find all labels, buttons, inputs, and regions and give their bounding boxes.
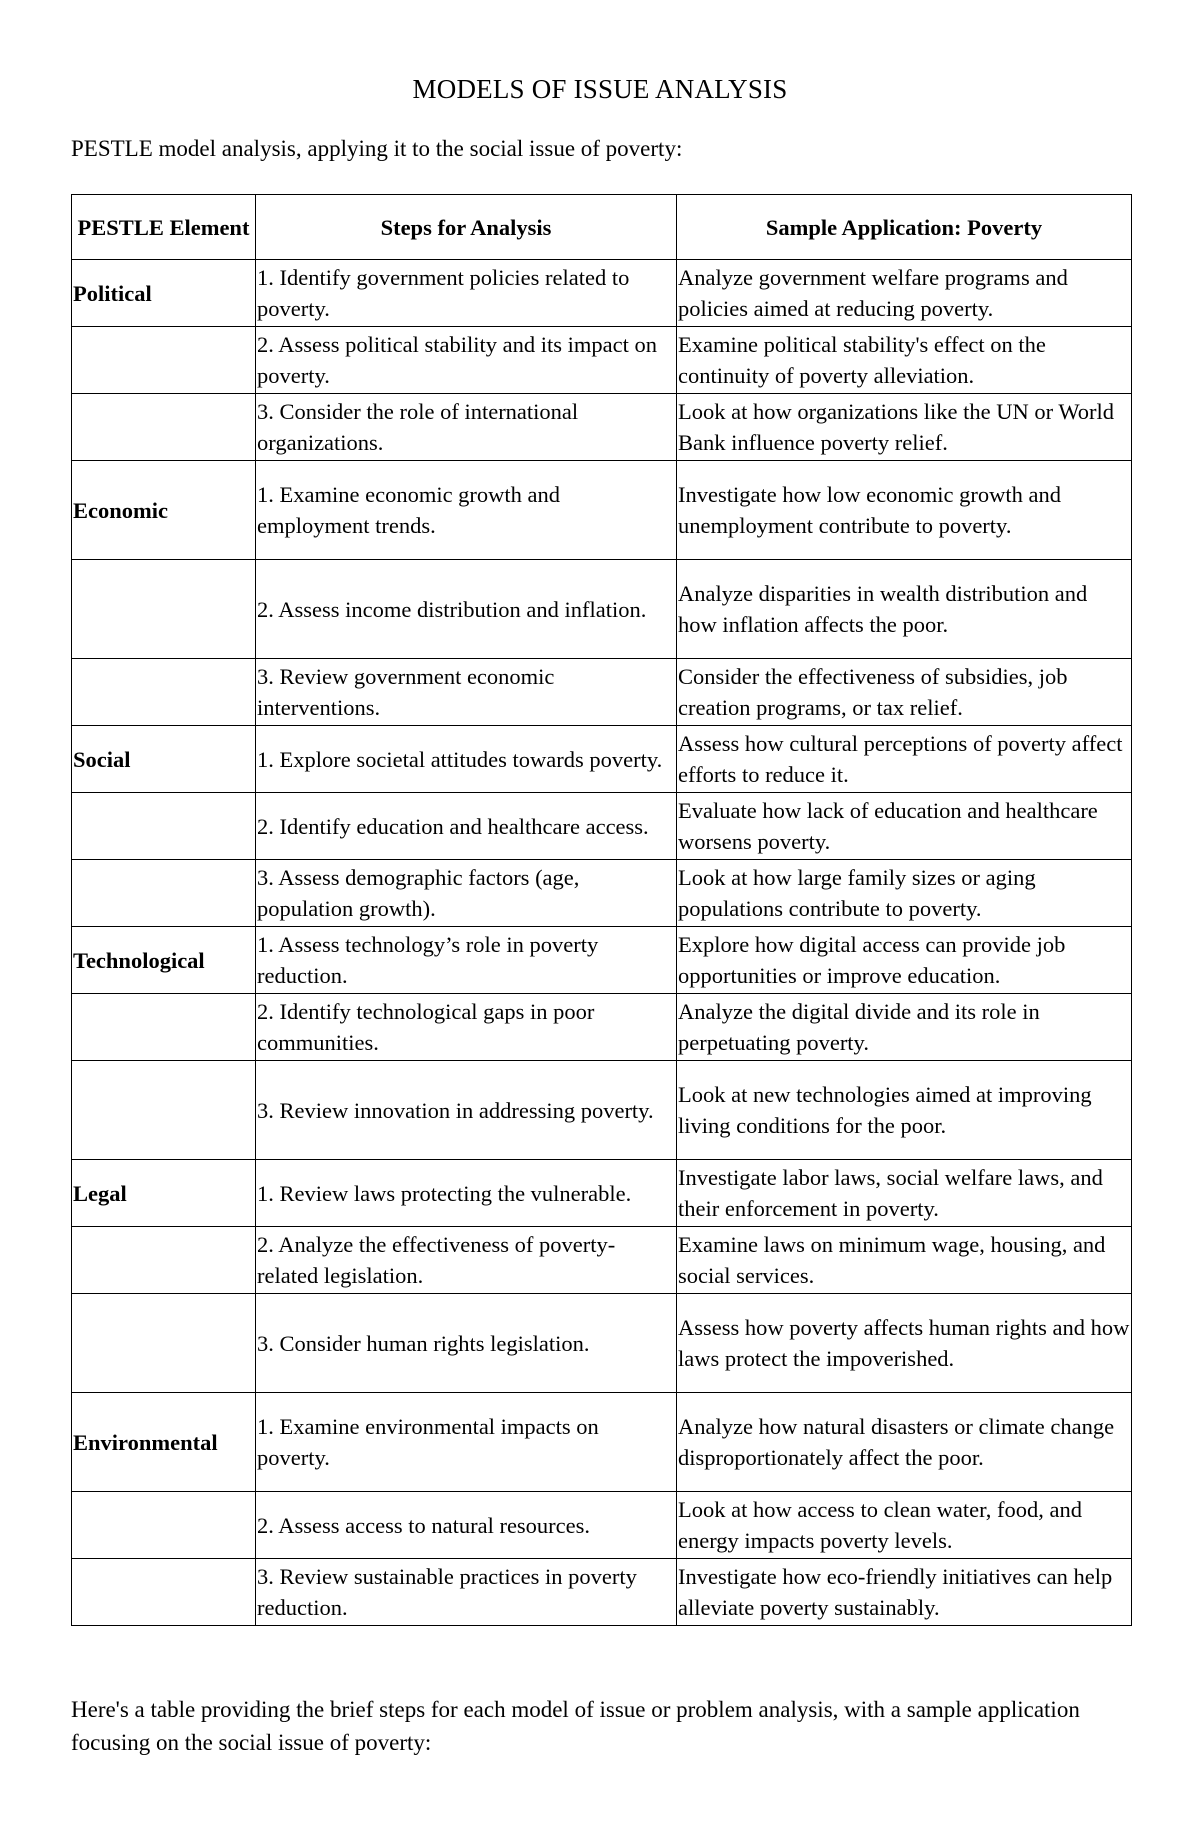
element-cell xyxy=(72,1294,256,1393)
step-cell: 2. Assess access to natural resources. xyxy=(256,1492,677,1559)
element-cell xyxy=(72,1061,256,1160)
element-cell xyxy=(72,994,256,1061)
table-row xyxy=(72,994,1132,1061)
table-row xyxy=(72,1061,1132,1160)
element-cell xyxy=(72,860,256,927)
table-row xyxy=(72,1160,1132,1227)
step-cell: 2. Identify technological gaps in poor communities. xyxy=(256,994,677,1061)
table-row xyxy=(72,860,1132,927)
table-row xyxy=(72,1559,1132,1626)
step-cell: 3. Assess demographic factors (age, population growth). xyxy=(256,860,677,927)
application-cell: Look at new technologies aimed at improving living conditions for the poor. xyxy=(677,1061,1132,1160)
application-cell: Assess how poverty affects human rights and how laws protect the impoverished. xyxy=(677,1294,1132,1393)
step-cell: 3. Review sustainable practices in poverty reduction. xyxy=(256,1559,677,1626)
table-row xyxy=(72,659,1132,726)
element-cell xyxy=(72,1227,256,1294)
application-cell: Investigate how low economic growth and unemployment contribute to poverty. xyxy=(677,461,1132,560)
step-cell: 2. Assess political stability and its impact on poverty. xyxy=(256,327,677,394)
application-cell: Analyze government welfare programs and policies aimed at reducing poverty. xyxy=(677,260,1132,327)
application-cell: Investigate labor laws, social welfare laws, and their enforcement in poverty. xyxy=(677,1160,1132,1227)
application-cell: Look at how large family sizes or aging populations contribute to poverty. xyxy=(677,860,1132,927)
header-steps-for-analysis: Steps for Analysis xyxy=(256,195,677,260)
table-row xyxy=(72,726,1132,793)
table-row xyxy=(72,260,1132,327)
application-cell: Analyze the digital divide and its role in perpetuating poverty. xyxy=(677,994,1132,1061)
application-cell: Investigate how eco-friendly initiatives can help alleviate poverty sustainably. xyxy=(677,1559,1132,1626)
element-cell xyxy=(72,560,256,659)
element-cell: Social xyxy=(72,726,256,793)
step-cell: 1. Explore societal attitudes towards poverty. xyxy=(256,726,677,793)
element-cell xyxy=(72,327,256,394)
step-cell: 3. Review innovation in addressing poverty. xyxy=(256,1061,677,1160)
element-cell: Legal xyxy=(72,1160,256,1227)
intro-paragraph: PESTLE model analysis, applying it to the social issue of poverty: xyxy=(71,136,683,161)
application-cell: Examine political stability's effect on the continuity of poverty alleviation. xyxy=(677,327,1132,394)
step-cell: 1. Review laws protecting the vulnerable. xyxy=(256,1160,677,1227)
table-row xyxy=(72,1492,1132,1559)
closing-paragraph: Here's a table providing the brief steps for each model of issue or problem analysis, with a sample application focusing on the social issue of poverty: xyxy=(71,1697,1080,1755)
table-row xyxy=(72,461,1132,560)
application-cell: Consider the effectiveness of subsidies, job creation programs, or tax relief. xyxy=(677,659,1132,726)
table-row xyxy=(72,1294,1132,1393)
pestle-table xyxy=(71,194,1132,1626)
step-cell: 1. Examine environmental impacts on poverty. xyxy=(256,1393,677,1492)
application-cell: Examine laws on minimum wage, housing, and social services. xyxy=(677,1227,1132,1294)
step-cell: 1. Assess technology’s role in poverty reduction. xyxy=(256,927,677,994)
table-row xyxy=(72,1393,1132,1492)
element-cell xyxy=(72,1492,256,1559)
application-cell: Explore how digital access can provide job opportunities or improve education. xyxy=(677,927,1132,994)
element-cell xyxy=(72,793,256,860)
step-cell: 1. Identify government policies related to poverty. xyxy=(256,260,677,327)
header-pestle-element: PESTLE Element xyxy=(72,195,256,260)
element-cell: Political xyxy=(72,260,256,327)
element-cell: Environmental xyxy=(72,1393,256,1492)
step-cell: 2. Identify education and healthcare access. xyxy=(256,793,677,860)
application-cell: Assess how cultural perceptions of poverty affect efforts to reduce it. xyxy=(677,726,1132,793)
step-cell: 2. Analyze the effectiveness of poverty-related legislation. xyxy=(256,1227,677,1294)
table-row xyxy=(72,327,1132,394)
step-cell: 3. Review government economic interventions. xyxy=(256,659,677,726)
step-cell: 3. Consider the role of international organizations. xyxy=(256,394,677,461)
table-row xyxy=(72,394,1132,461)
application-cell: Analyze disparities in wealth distribution and how inflation affects the poor. xyxy=(677,560,1132,659)
application-cell: Look at how organizations like the UN or World Bank influence poverty relief. xyxy=(677,394,1132,461)
element-cell xyxy=(72,659,256,726)
table-row xyxy=(72,1227,1132,1294)
step-cell: 3. Consider human rights legislation. xyxy=(256,1294,677,1393)
table-row xyxy=(72,927,1132,994)
application-cell: Evaluate how lack of education and healthcare worsens poverty. xyxy=(677,793,1132,860)
application-cell: Analyze how natural disasters or climate change disproportionately affect the poor. xyxy=(677,1393,1132,1492)
step-cell: 1. Examine economic growth and employment trends. xyxy=(256,461,677,560)
table-row xyxy=(72,560,1132,659)
application-cell: Look at how access to clean water, food, and energy impacts poverty levels. xyxy=(677,1492,1132,1559)
table-header-row xyxy=(72,195,1132,260)
table-row xyxy=(72,793,1132,860)
header-sample-application: Sample Application: Poverty xyxy=(677,195,1132,260)
element-cell xyxy=(72,1559,256,1626)
page-title: MODELS OF ISSUE ANALYSIS xyxy=(412,74,788,104)
element-cell: Technological xyxy=(72,927,256,994)
step-cell: 2. Assess income distribution and inflation. xyxy=(256,560,677,659)
element-cell xyxy=(72,394,256,461)
element-cell: Economic xyxy=(72,461,256,560)
